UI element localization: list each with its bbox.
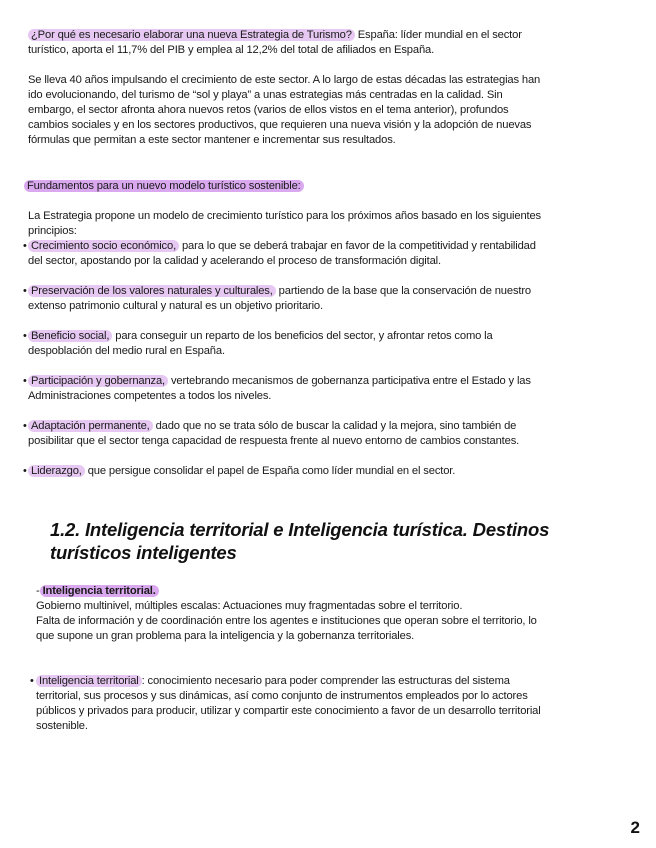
section-title-line-2: turísticos inteligentes — [50, 542, 237, 563]
definition-line-1 — [36, 674, 510, 689]
paragraph-line: Se lleva 40 años impulsando el crecimiento de este sector. A lo largo de estas décadas las estrategias han — [28, 74, 541, 86]
dash-mark: - — [36, 585, 40, 597]
definition-line-3: públicos y privados para producir, utilizar y compartir este conocimiento a favor de un desarrollo territorial — [36, 705, 541, 717]
bullet-icon: • — [23, 375, 27, 387]
principle-item — [28, 419, 516, 434]
fundamentos-intro-2: principios: — [28, 225, 77, 237]
principle-term: Crecimiento socio económico, — [28, 240, 179, 252]
bullet-icon: • — [23, 420, 27, 432]
definition-line-4: sostenible. — [36, 720, 88, 732]
principle-text: vertebrando mecanismos de gobernanza participativa entre el Estado y las — [168, 375, 531, 387]
section-title — [50, 518, 610, 564]
paragraph-line: ido evolucionando, del turismo de “sol y playa” a unas estrategias más centradas en la calidad. Sin — [28, 89, 503, 101]
inteligencia-heading-line — [36, 584, 159, 599]
principle-text-l2: del sector, apostando por la calidad y acelerando el proceso de transformación digital. — [28, 255, 441, 267]
inteligencia-line-2: Falta de información y de coordinación entre los agentes e instituciones que operan sobre el territorio, lo — [36, 615, 537, 627]
principle-text: para conseguir un reparto de los beneficios del sector, y afrontar retos como la — [112, 330, 493, 342]
principle-term: Beneficio social, — [28, 330, 112, 342]
principle-item — [28, 374, 531, 389]
definition-term: Inteligencia territorial — [36, 675, 142, 687]
principle-term: Preservación de los valores naturales y culturales, — [28, 285, 276, 297]
principle-text-l2: posibilitar que el sector tenga capacidad de respuesta frente al nuevo entorno de cambios constantes. — [28, 435, 520, 447]
inteligencia-line-1: Gobierno multinivel, múltiples escalas: Actuaciones muy fragmentadas sobre el territorio. — [36, 600, 463, 612]
section-title-line-1: 1.2. Inteligencia territorial e Inteligencia turística. Destinos — [50, 519, 550, 540]
principle-text: para lo que se deberá trabajar en favor de la competitividad y rentabilidad — [179, 240, 536, 252]
principle-item — [28, 464, 455, 479]
bullet-icon: • — [30, 675, 34, 687]
fundamentos-heading-line — [24, 179, 304, 194]
principle-term: Liderazgo, — [28, 465, 85, 477]
principle-text-l2: extenso patrimonio cultural y natural es un objetivo prioritario. — [28, 300, 323, 312]
inteligencia-line-3: que supone un gran problema para la inteligencia y la gobernanza territoriales. — [36, 630, 415, 642]
paragraph-line: fórmulas que permitan a este sector mantener e incrementar sus resultados. — [28, 134, 396, 146]
principle-text: partiendo de la base que la conservación de nuestro — [275, 285, 532, 297]
intro-question: ¿Por qué es necesario elaborar una nueva Estrategia de Turismo? — [28, 29, 355, 41]
principle-text-l2: despoblación del medio rural en España. — [28, 345, 225, 357]
bullet-icon: • — [23, 465, 27, 477]
intro-answer-1: España: líder mundial en el sector — [354, 29, 522, 41]
principle-item — [28, 329, 493, 344]
principle-term: Adaptación permanente, — [28, 420, 153, 432]
fundamentos-heading: Fundamentos para un nuevo modelo turístico sostenible: — [24, 180, 304, 192]
bullet-icon: • — [23, 330, 27, 342]
principle-item — [28, 284, 531, 299]
paragraph-line: embargo, el sector afronta ahora nuevos retos (varios de ellos vistos en el tema anterior), profundos — [28, 104, 509, 116]
intro-line-2: turístico, aporta el 11,7% del PIB y emplea al 12,2% del total de afiliados en España. — [28, 44, 435, 56]
principle-text-l2: Administraciones competentes a todos los niveles. — [28, 390, 272, 402]
definition-text: : conocimiento necesario para poder comprender las estructuras del sistema — [141, 675, 510, 687]
principle-term: Participación y gobernanza, — [28, 375, 168, 387]
bullet-icon: • — [23, 285, 27, 297]
paragraph-line: cambios sociales y en los sectores productivos, que requieren una nueva visión y la adopción de nuevas — [28, 119, 532, 131]
definition-line-2: territorial, sus procesos y sus dinámicas, así como conjunto de instrumentos empleados por lo actores — [36, 690, 528, 702]
intro-line-1 — [28, 28, 522, 43]
inteligencia-heading: Inteligencia territorial. — [40, 585, 159, 597]
principle-text: que persigue consolidar el papel de España como líder mundial en el sector. — [84, 465, 456, 477]
fundamentos-intro-1: La Estrategia propone un modelo de crecimiento turístico para los próximos años basado en los siguientes — [28, 210, 542, 222]
principle-text: dado que no se trata sólo de buscar la calidad y la mejora, sino también de — [152, 420, 517, 432]
bullet-icon: • — [23, 240, 27, 252]
principle-item — [28, 239, 536, 254]
page-number: 2 — [630, 818, 640, 837]
